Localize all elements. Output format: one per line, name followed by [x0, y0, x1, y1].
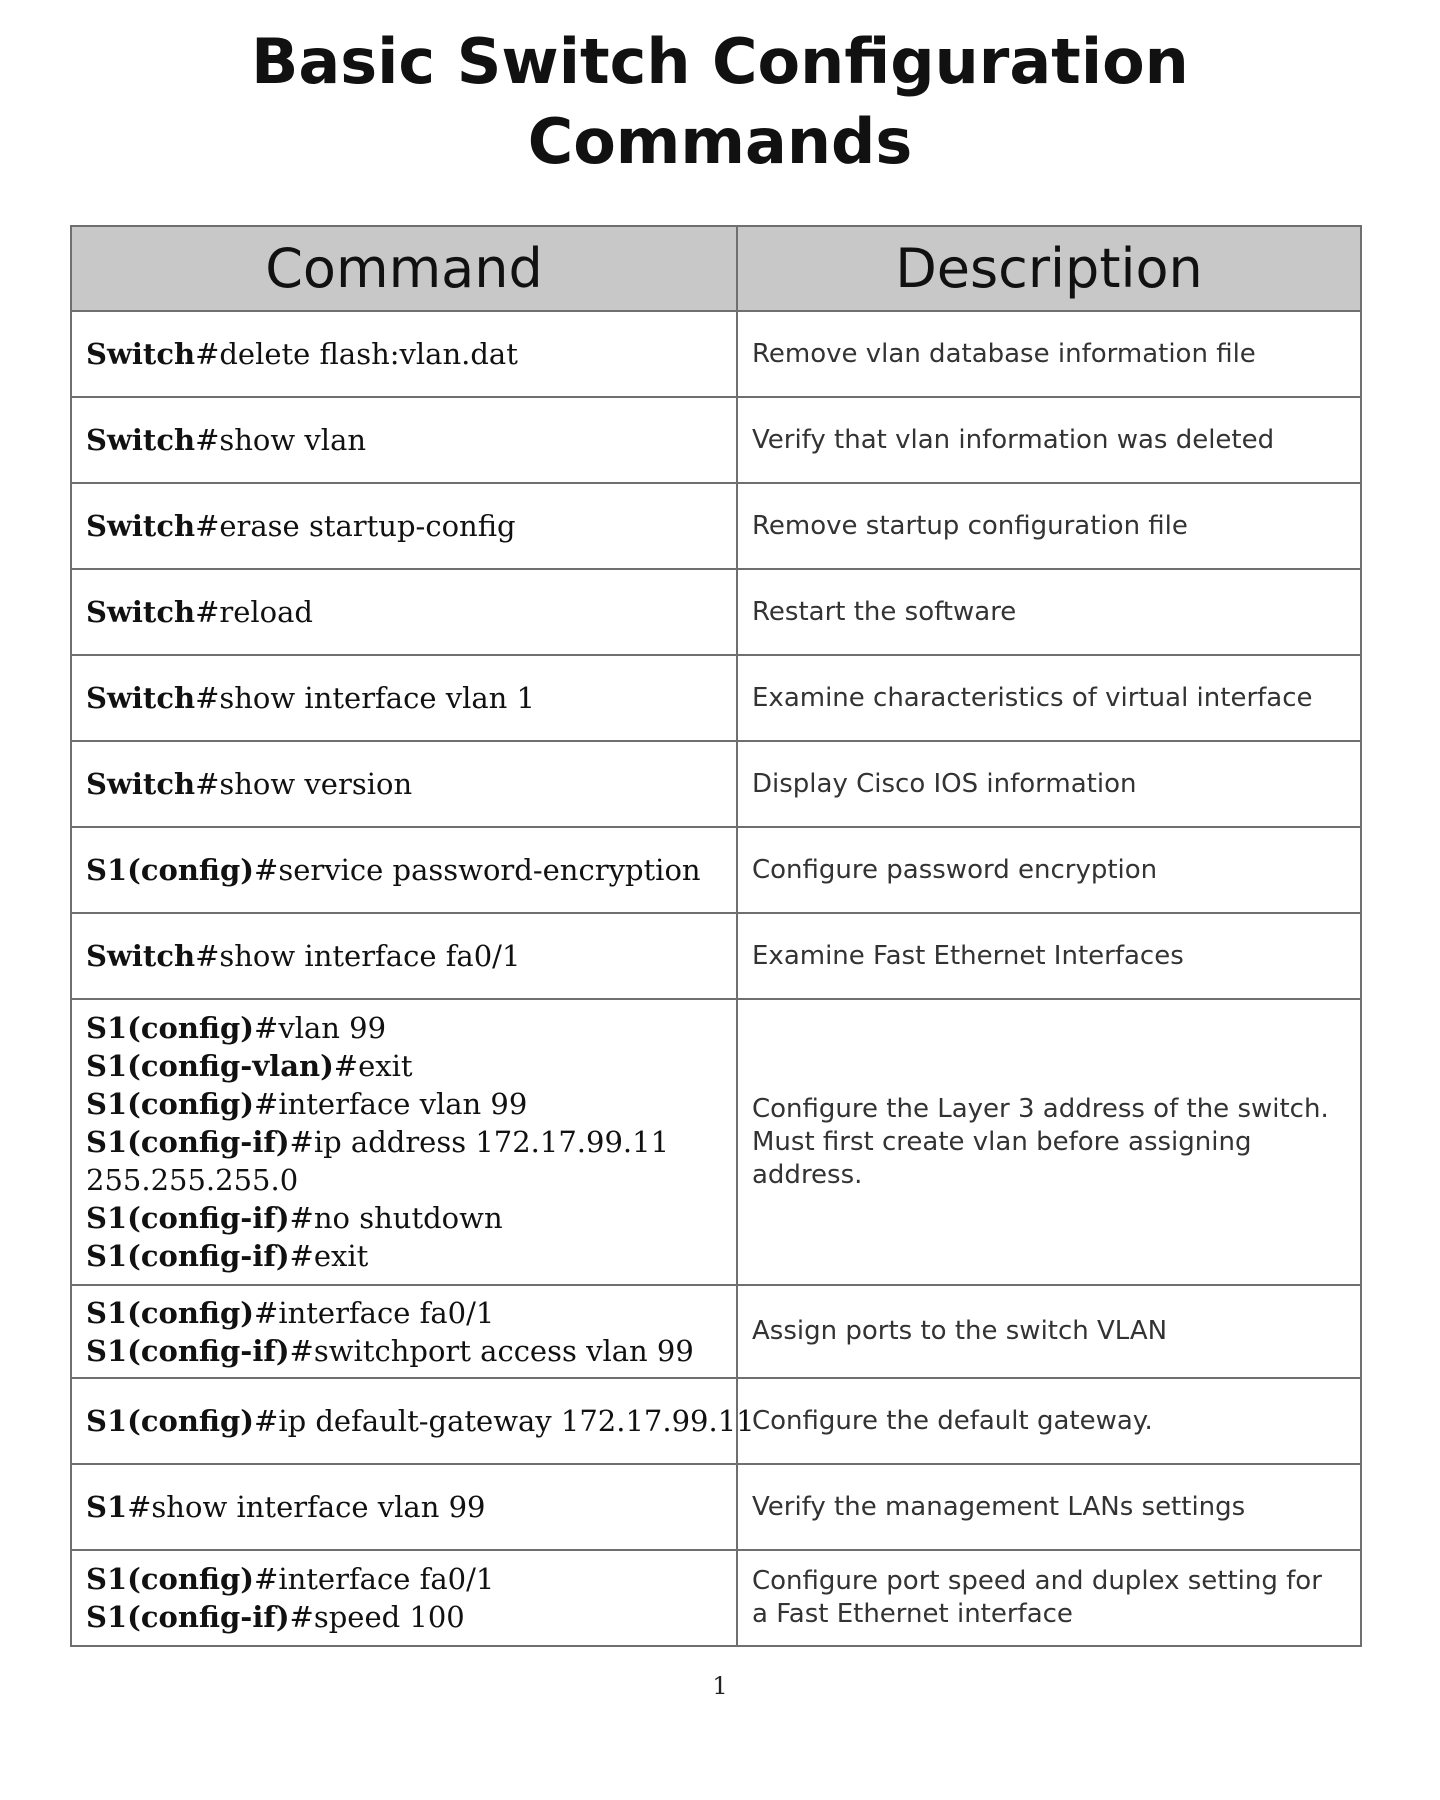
command-prompt: S1(config): [86, 1404, 255, 1438]
command-prompt: Switch: [86, 939, 196, 973]
command-cell: [71, 1550, 737, 1646]
command-text: #speed 100: [289, 1600, 465, 1634]
table-row: [71, 1550, 1361, 1646]
command-line: [86, 765, 722, 803]
page-title: [0, 22, 1440, 182]
command-text: #interface fa0/1: [254, 1562, 495, 1596]
command-line: [86, 851, 722, 889]
command-prompt: S1(config): [86, 1295, 255, 1330]
command-text: #exit: [289, 1239, 369, 1273]
command-cell: [71, 913, 737, 999]
command-line: [86, 1161, 722, 1199]
description-cell: Examine characteristics of virtual interface: [737, 655, 1361, 741]
description-cell: Remove startup configuration file: [737, 483, 1361, 569]
command-prompt: Switch: [86, 509, 196, 543]
table-body: [71, 311, 1361, 1646]
command-line: [86, 937, 722, 975]
command-line: [86, 593, 722, 631]
table-row: [71, 999, 1361, 1285]
command-cell: [71, 311, 737, 397]
command-text: #show vlan: [195, 423, 367, 457]
command-prompt: Switch: [86, 595, 196, 629]
command-text: #show interface fa0/1: [195, 939, 521, 973]
command-text: #vlan 99: [254, 1011, 387, 1045]
command-text: #exit: [333, 1049, 413, 1083]
table-row: [71, 569, 1361, 655]
description-cell: Display Cisco IOS information: [737, 741, 1361, 827]
command-text: #interface vlan 99: [254, 1087, 528, 1121]
page-title-line-2: Commands: [527, 105, 913, 178]
column-header-description: Description: [737, 226, 1361, 311]
page-number: 1: [712, 1672, 728, 1700]
command-text: #interface fa0/1: [254, 1295, 495, 1330]
description-cell: Verify that vlan information was deleted: [737, 397, 1361, 483]
command-prompt: S1(config-vlan): [86, 1049, 334, 1083]
description-cell: Configure the default gateway.: [737, 1378, 1361, 1464]
table-row: [71, 1464, 1361, 1550]
command-cell: [71, 741, 737, 827]
command-prompt: Switch: [86, 681, 196, 715]
command-prompt: S1(config): [86, 1087, 255, 1121]
command-line: [86, 1332, 722, 1370]
command-cell: [71, 1285, 737, 1378]
command-text: #ip default-gateway 172.17.99.11: [254, 1404, 755, 1438]
command-text: #reload: [195, 595, 313, 629]
command-line: [86, 1123, 722, 1161]
command-prompt: S1(config): [86, 853, 255, 887]
command-line: [86, 1294, 722, 1332]
command-text: #show version: [195, 767, 413, 801]
table-header-row: [71, 226, 1361, 311]
table-row: [71, 1285, 1361, 1378]
command-cell: [71, 1378, 755, 1464]
table-row: [71, 1378, 1361, 1464]
column-header-command: Command: [71, 226, 737, 311]
command-prompt: S1(config-if): [86, 1600, 290, 1634]
table-row: [71, 913, 1361, 999]
command-text: #no shutdown: [289, 1201, 503, 1235]
command-cell: [71, 397, 737, 483]
command-cell: [71, 999, 737, 1285]
command-text: 255.255.255.0: [86, 1163, 299, 1197]
command-prompt: S1(config-if): [86, 1239, 290, 1273]
command-prompt: S1(config-if): [86, 1125, 290, 1159]
description-cell: Examine Fast Ethernet Interfaces: [737, 913, 1361, 999]
command-line: [86, 1047, 722, 1085]
command-text: #delete flash:vlan.dat: [195, 337, 518, 371]
command-line: [86, 1560, 722, 1598]
command-line: [86, 1199, 722, 1237]
table-row: [71, 483, 1361, 569]
description-cell: Verify the management LANs settings: [737, 1464, 1361, 1550]
page-title-line-1: Basic Switch Configuration: [251, 25, 1189, 98]
description-cell: Configure password encryption: [737, 827, 1361, 913]
command-line: [86, 1085, 722, 1123]
command-text: #show interface vlan 99: [127, 1490, 486, 1524]
command-line: [86, 679, 722, 717]
command-cell: [71, 1464, 737, 1550]
command-table: [70, 225, 1362, 1647]
command-text: #switchport access vlan 99: [289, 1333, 694, 1368]
command-cell: [71, 483, 737, 569]
command-cell: [71, 569, 737, 655]
description-cell: Remove vlan database information file: [737, 311, 1361, 397]
command-text: #erase startup-config: [195, 509, 516, 543]
command-text: #service password-encryption: [254, 853, 701, 887]
command-line: [86, 1009, 722, 1047]
command-text: #show interface vlan 1: [195, 681, 535, 715]
description-cell: Restart the software: [737, 569, 1361, 655]
command-line: [86, 1598, 722, 1636]
table-row: [71, 397, 1361, 483]
table-row: [71, 741, 1361, 827]
command-line: [86, 421, 722, 459]
description-cell: Configure port speed and duplex setting for a Fast Ethernet interface: [737, 1550, 1361, 1646]
table-row: [71, 827, 1361, 913]
command-line: [86, 1237, 722, 1275]
command-prompt: S1(config): [86, 1011, 255, 1045]
description-cell: Assign ports to the switch VLAN: [737, 1285, 1361, 1378]
command-prompt: Switch: [86, 423, 196, 457]
command-prompt: Switch: [86, 767, 196, 801]
command-line: [86, 335, 722, 373]
command-prompt: S1: [86, 1490, 128, 1524]
command-line: [86, 1488, 722, 1526]
command-text: #ip address 172.17.99.11: [289, 1125, 670, 1159]
command-prompt: S1(config-if): [86, 1333, 290, 1368]
table-row: [71, 655, 1361, 741]
command-prompt: S1(config-if): [86, 1201, 290, 1235]
table-row: [71, 311, 1361, 397]
description-cell: Configure the Layer 3 address of the switch. Must first create vlan before assigning address.: [737, 999, 1361, 1285]
command-cell: [71, 655, 737, 741]
command-line: [86, 507, 722, 545]
command-prompt: S1(config): [86, 1562, 255, 1596]
command-cell: [71, 827, 737, 913]
command-prompt: Switch: [86, 337, 196, 371]
command-line: [86, 1402, 755, 1440]
